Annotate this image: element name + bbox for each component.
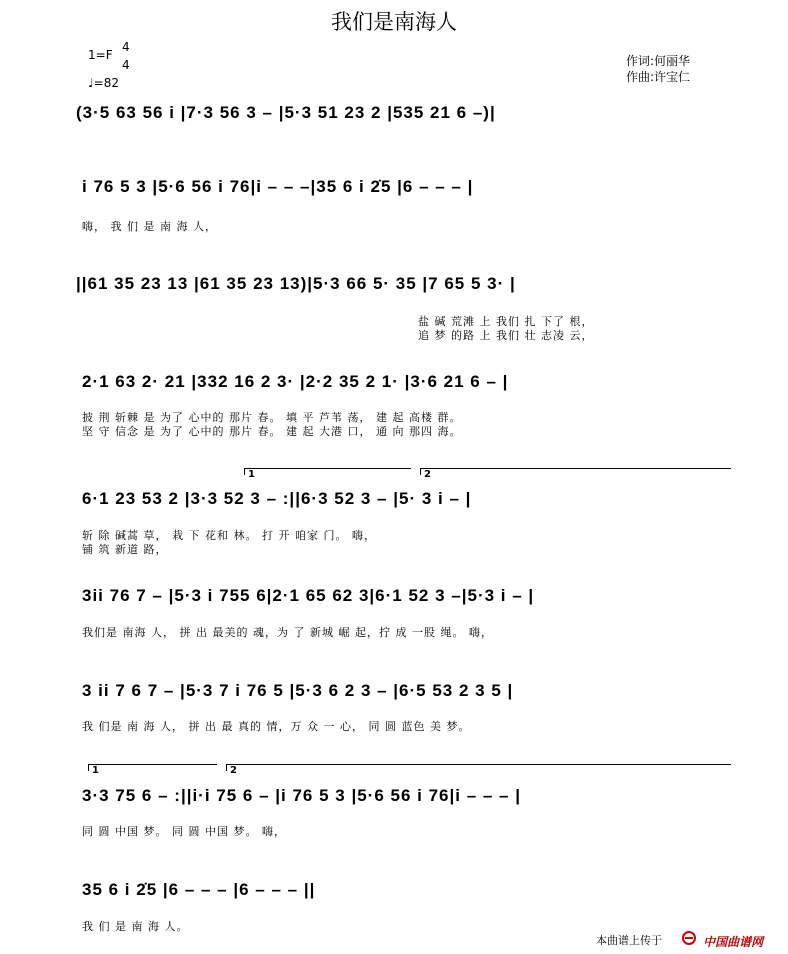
score-row-4-lyrics-verse2: 坚 守 信念 是 为了 心中的 那片 春。 建 起 大港 口， 通 向 那四 海。: [82, 425, 462, 438]
footer-upload-text: 本曲谱上传于: [596, 934, 662, 947]
score-row-6-lyrics: 我们是 南海 人， 拼 出 最美的 魂，为 了 新城 崛 起，拧 成 一股 绳。 嗨，: [82, 626, 493, 639]
lyricist-credit: 作词:何丽华: [626, 54, 691, 68]
score-row-1-notes: (3·5 63 56 i |7·3 56 3 – |5·3 51 23 2 |535 21 6 –)|: [76, 103, 496, 122]
site-logo: [680, 930, 763, 950]
composer-credit: 作曲:许宝仁: [626, 70, 691, 84]
site-logo-text: 中国曲谱网: [703, 935, 764, 949]
score-row-3-notes: ||61 35 23 13 |61 35 23 13)|5·3 66 5· 35 |7 65 5 3· |: [76, 274, 516, 293]
volta-first-ending: 1: [244, 468, 411, 475]
score-row-5-notes: 6·1 23 53 2 |3·3 52 3 – :||6·3 52 3 – |5· 3 i – |: [82, 489, 472, 508]
score-row-8-lyrics: 同 圆 中国 梦。 同 圆 中国 梦。 嗨，: [82, 825, 286, 838]
score-row-5-lyrics-verse1: 斩 除 碱蒿 草， 栽 下 花和 林。 打 开 咱家 门。 嗨，: [82, 529, 376, 542]
volta-second-ending-2: 2: [226, 764, 731, 771]
score-row-4-notes: 2·1 63 2· 21 |332 16 2 3· |2·2 35 2 1· |3·6 21 6 – |: [82, 372, 509, 391]
time-signature-numerator: 4: [122, 40, 130, 54]
score-row-7-lyrics: 我 们是 南 海 人， 拼 出 最 真的 情，万 众 一 心， 同 圆 蓝色 美 梦。: [82, 720, 471, 733]
score-row-3-lyrics-verse1: 盐 碱 荒滩 上 我们 扎 下了 根，: [418, 315, 594, 328]
tempo-marking: ♩=82: [88, 76, 119, 90]
volta-second-ending: 2: [420, 468, 731, 475]
score-row-4-lyrics-verse1: 披 荆 斩棘 是 为了 心中的 那片 春。 填 平 芦苇 荡， 建 起 高楼 群。: [82, 411, 462, 424]
site-logo-icon: [680, 930, 698, 946]
page-title: 我们是南海人: [331, 10, 457, 34]
score-row-3-lyrics-verse2: 追 梦 的路 上 我们 壮 志凌 云，: [418, 329, 594, 342]
time-signature-denominator: 4: [122, 58, 130, 72]
score-row-9-notes: 35 6 i 2̇5 |6 – – – |6 – – – ||: [82, 880, 316, 899]
score-row-8-notes: 3·3 75 6 – :||i·i 75 6 – |i 76 5 3 |5·6 56 i 76|i – – – |: [82, 786, 521, 805]
score-row-6-notes: 3ii 76 7 – |5·3 i 755 6|2·1 65 62 3|6·1 52 3 –|5·3 i – |: [82, 586, 535, 605]
score-row-7-notes: 3 ii 7 6 7 – |5·3 7 i 76 5 |5·3 6 2 3 – |6·5 53 2 3 5 |: [82, 681, 514, 700]
score-row-2-lyrics: 嗨， 我 们 是 南 海 人，: [82, 220, 217, 233]
score-row-2-notes: i 76 5 3 |5·6 56 i 76|i – – –|35 6 i 2̇5 |6 – – – |: [82, 177, 474, 196]
key-signature: 1=F: [88, 48, 113, 62]
score-row-9-lyrics: 我 们 是 南 海 人。: [82, 920, 189, 933]
volta-first-ending-2: 1: [88, 764, 217, 771]
score-row-5-lyrics-verse2: 铺 筑 新道 路，: [82, 543, 168, 556]
